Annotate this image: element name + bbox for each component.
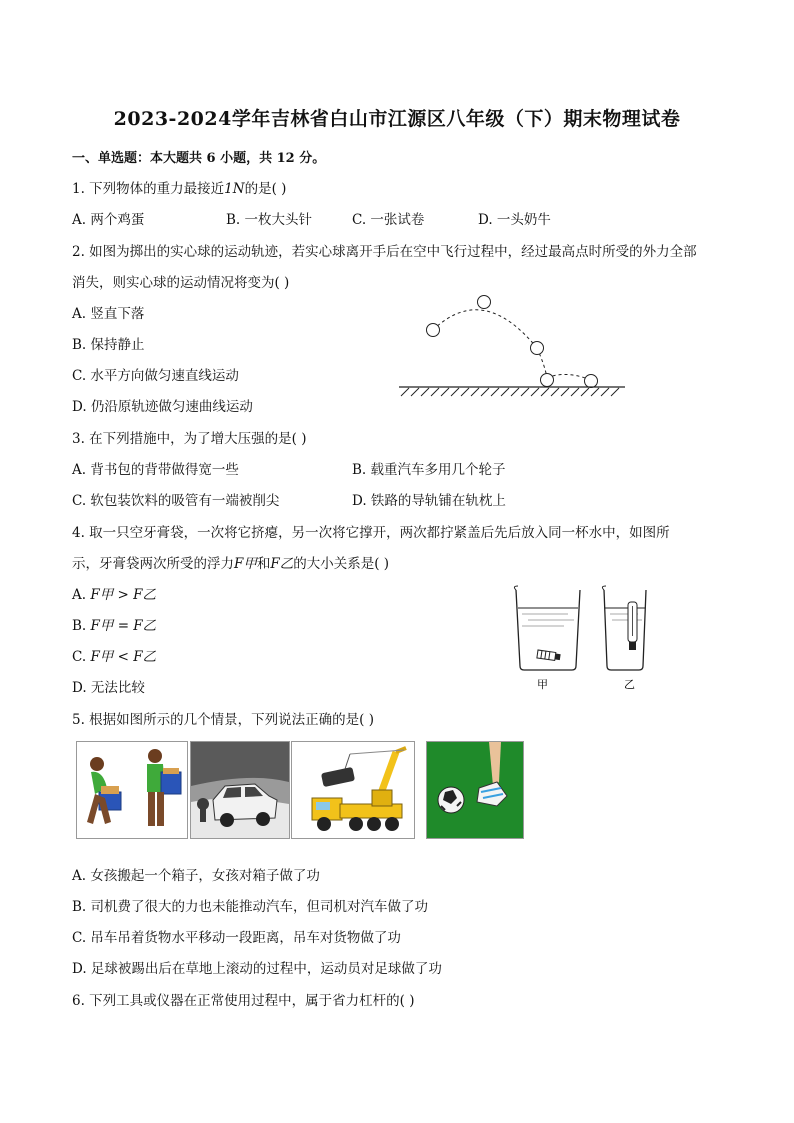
q1-option-b: B. 一枚大头针 (226, 212, 313, 228)
question-4-stem-line1: 4. 取一只空牙膏袋，一次将它挤瘪，另一次将它撑开，两次都拧紧盖后先后放入同一杯水中，如图所 (72, 525, 670, 541)
q1-option-d: D. 一头奶牛 (478, 212, 551, 228)
q3-option-d: D. 铁路的导轨铺在轨枕上 (352, 493, 506, 509)
q4-c-letter: C. (72, 649, 87, 665)
question-6-stem: 6. 下列工具或仪器在正常使用过程中，属于省力杠杆的( ) (72, 993, 415, 1009)
section-heading: 一、单选题：本大题共 6 小题，共 12 分。 (72, 151, 326, 166)
trajectory-figure (395, 290, 630, 400)
q4-b-fjia: F甲 (90, 618, 114, 634)
q1-option-c: C. 一张试卷 (352, 212, 425, 228)
q5-option-a: A. 女孩搬起一个箱子，女孩对箱子做了功 (72, 868, 320, 884)
label-yi: 乙 (624, 678, 635, 691)
q1-stem-pre: 1. 下列物体的重力最接近 (72, 181, 225, 197)
q2-option-a: A. 竖直下落 (72, 306, 145, 322)
car-in-snow-image (190, 741, 290, 839)
q4-a-fjia: F甲 (90, 587, 114, 603)
q5-option-d: D. 足球被踢出后在草地上滚动的过程中，运动员对足球做了功 (72, 961, 442, 977)
q3-option-a: A. 背书包的背带做得宽一些 (72, 462, 239, 478)
question-1-stem (72, 177, 286, 197)
q4-c-fjia: F甲 (90, 649, 114, 665)
question-2-stem-line1: 2. 如图为掷出的实心球的运动轨迹，若实心球离开手后在空中飞行过程中，经过最高点时所受的外力全部 (72, 244, 697, 260)
q2-option-d: D. 仍沿原轨迹做匀速曲线运动 (72, 399, 253, 415)
q2-option-c: C. 水平方向做匀速直线运动 (72, 368, 239, 384)
question-5-stem: 5. 根据如图所示的几个情景，下列说法正确的是( ) (72, 712, 374, 728)
q1-unit: 1N (224, 181, 245, 197)
q4-b-rel: = (117, 618, 129, 634)
q4-option-d: D. 无法比较 (72, 680, 145, 696)
question-3-stem: 3. 在下列措施中，为了增大压强的是( ) (72, 431, 307, 447)
q4-stem-post: 的大小关系是( ) (293, 556, 390, 572)
q1-option-a: A. 两个鸡蛋 (72, 212, 145, 228)
q4-b-letter: B. (72, 618, 87, 634)
q4-stem-pre: 示，牙膏袋两次所受的浮力 (72, 556, 234, 572)
q4-option-a (72, 583, 156, 603)
q4-option-c (72, 645, 156, 665)
page-title: 2023-2024学年吉林省白山市江源区八年级（下）期末物理试卷 (113, 108, 681, 130)
q4-b-fyi: F乙 (133, 618, 157, 634)
q4-c-fyi: F乙 (133, 649, 157, 665)
football-kick-image (426, 741, 524, 839)
q4-a-letter: A. (72, 587, 87, 603)
q5-option-c: C. 吊车吊着货物水平移动一段距离，吊车对货物做了功 (72, 930, 401, 946)
q5-scenes (76, 741, 534, 841)
q4-a-rel: > (117, 587, 129, 603)
q5-option-b: B. 司机费了很大的力也未能推动汽车，但司机对汽车做了功 (72, 899, 429, 915)
q4-a-fyi: F乙 (133, 587, 156, 603)
label-jia: 甲 (537, 678, 548, 691)
q4-f-yi: F乙 (270, 556, 294, 572)
q3-option-b: B. 载重汽车多用几个轮子 (352, 462, 506, 478)
q2-option-b: B. 保持静止 (72, 337, 145, 353)
q4-f-jia: F甲 (234, 556, 257, 572)
beakers-figure (508, 578, 658, 693)
question-4-stem-line2 (72, 552, 389, 572)
q3-option-c: C. 软包装饮料的吸管有一端被削尖 (72, 493, 280, 509)
q4-option-b (72, 614, 156, 634)
q4-and: 和 (256, 556, 271, 572)
girl-lifting-box-image (76, 741, 188, 839)
question-2-stem-line2: 消失，则实心球的运动情况将变为( ) (72, 275, 290, 291)
crane-truck-image (291, 741, 415, 839)
q1-stem-post: 的是( ) (244, 181, 287, 197)
q4-c-rel: < (117, 649, 129, 665)
